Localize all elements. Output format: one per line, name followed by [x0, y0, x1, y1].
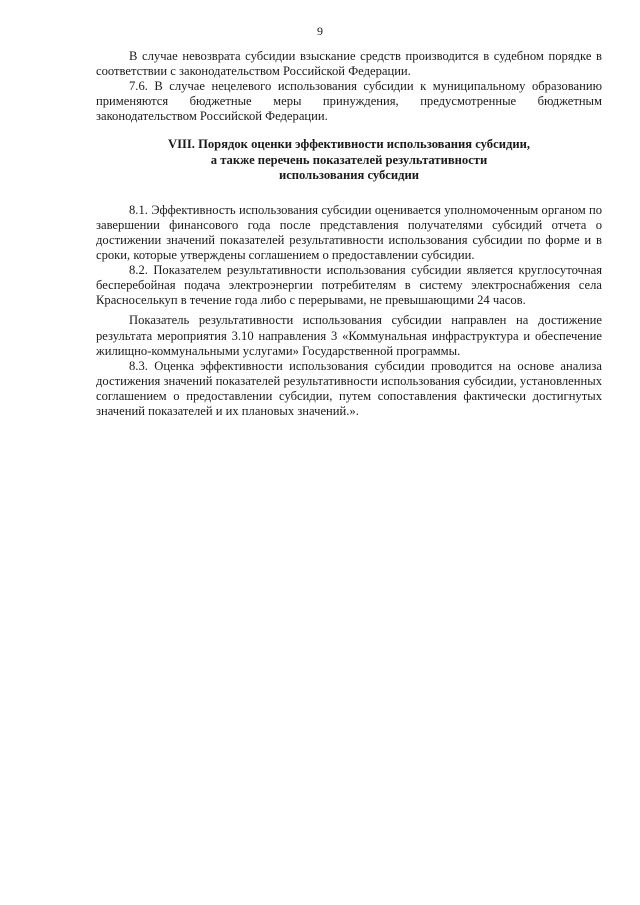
paragraph-8-2: 8.2. Показателем результативности использования субсидии является круглосуточная бесперебойная подача электроэнергии потребителям в систему электроснабжения села Красноселькуп в течение года либо с перерывами, не превышающими 24 часов.	[96, 263, 602, 308]
document-body	[96, 49, 602, 419]
heading-line-2: а также перечень показателей результативности	[210, 152, 488, 167]
page-number: 9	[317, 24, 323, 38]
paragraph-refund: В случае невозврата субсидии взыскание средств производится в судебном порядке в соответствии с законодательством Российской Федерации.	[96, 49, 602, 79]
heading-line-3: использования субсидии	[278, 167, 420, 182]
paragraph-8-3: 8.3. Оценка эффективности использования субсидии проводится на основе анализа достижения значений показателей результативности использования субсидии, установленных соглашением о предоставлении субсидии, путем сопоставления фактически достигнутых значений показателей и их плановых значений.».	[96, 358, 602, 418]
paragraph-indicator: Показатель результативности использования субсидии направлен на достижение результата мероприятия 3.10 направления 3 «Коммунальная инфраструктура и обеспечение жилищно-коммунальными услугами» Государственной программы.	[96, 313, 602, 358]
paragraph-7-6: 7.6. В случае нецелевого использования субсидии к муниципальному образованию применяются бюджетные меры принуждения, предусмотренные бюджетным законодательством Российской Федерации.	[96, 79, 602, 124]
paragraph-8-1: 8.1. Эффективность использования субсидии оценивается уполномоченным органом по завершении финансового года после представления получателями субсидий отчета о достижении значений показателей результативности использования субсидии по форме и в сроки, которые утверждены соглашением о предоставлении субсидии.	[96, 202, 602, 263]
heading-line-1: VIII. Порядок оценки эффективности использования субсидии,	[168, 137, 530, 152]
section-heading	[96, 137, 602, 182]
